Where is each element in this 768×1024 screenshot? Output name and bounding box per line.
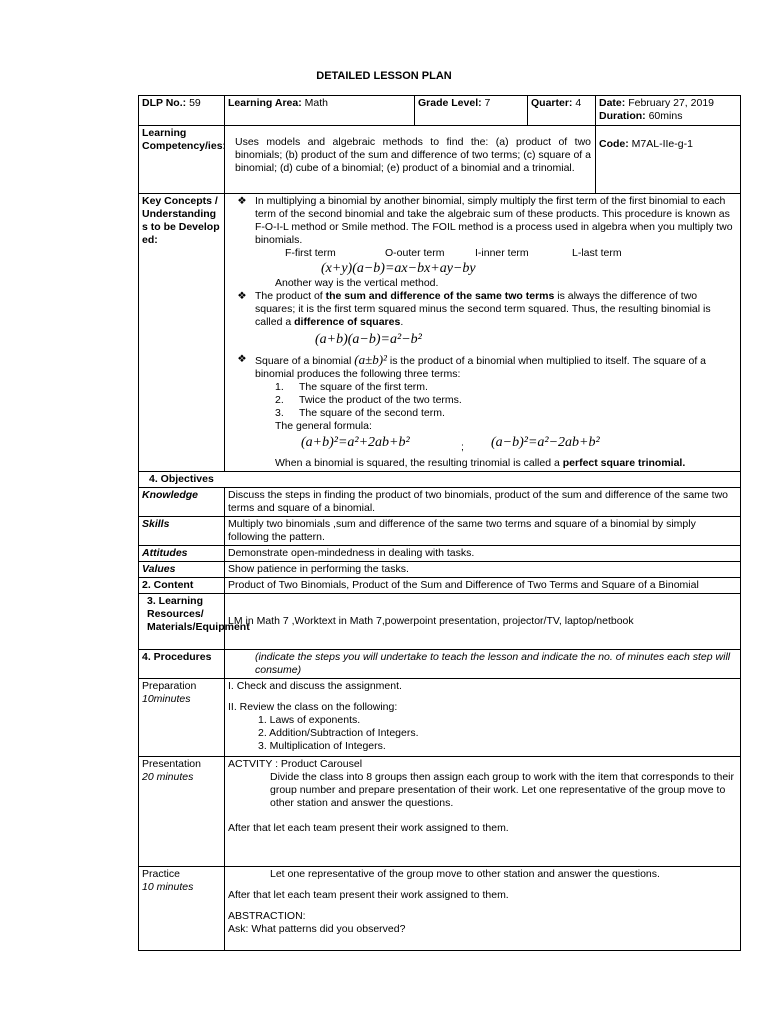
preparation-line2: II. Review the class on the following: bbox=[228, 701, 398, 713]
list-item: 3. The square of the second term. bbox=[275, 407, 445, 419]
foil-last: L-last term bbox=[572, 247, 622, 259]
resources-label: 3. Learning Resources/ Materials/Equipment bbox=[139, 594, 225, 650]
header-row bbox=[139, 96, 741, 126]
presentation-text: Divide the class into 8 groups then assign each group to work with the item that corresponds to their group number and prepare presentation of their work. Let one representative of the group move to other station and answer the questions. bbox=[270, 771, 734, 809]
date-label: Date: bbox=[599, 97, 626, 109]
concept-square-binomial bbox=[229, 353, 736, 381]
foil-outer: O-outer term bbox=[385, 247, 445, 259]
final-a: When a binomial is squared, the resulting trinomial is called a bbox=[275, 457, 563, 469]
objective-values-row bbox=[139, 562, 741, 578]
formula-sum-square: (a+b)²=a²+2ab+b² bbox=[301, 435, 410, 450]
procedures-label: 4. Procedures bbox=[139, 650, 225, 679]
objective-skills-row bbox=[139, 517, 741, 546]
dlp-cell bbox=[139, 96, 225, 126]
presentation-activity: ACTVITY : Product Carousel bbox=[228, 758, 363, 770]
foil-first: F-first term bbox=[285, 247, 336, 259]
p3-a: Square of a binomial bbox=[255, 355, 355, 367]
key-concepts-label: Key Concepts / Understandings to be Developed: bbox=[139, 194, 225, 472]
general-formulas bbox=[229, 433, 736, 457]
attitudes-text: Demonstrate open-mindedness in dealing with tasks. bbox=[225, 546, 741, 562]
practice-after: After that let each team present their work assigned to them. bbox=[228, 889, 509, 901]
three-terms-list bbox=[229, 381, 736, 433]
p2-b: the sum and difference of the same two terms bbox=[325, 290, 555, 302]
objectives-row bbox=[139, 472, 741, 488]
duration-value: 60mins bbox=[648, 110, 683, 122]
code-cell bbox=[596, 126, 741, 194]
content-label: 2. Content bbox=[139, 578, 225, 594]
presentation-label: Presentation bbox=[142, 758, 201, 770]
list-item: 3. Multiplication of Integers. bbox=[258, 740, 386, 752]
preparation-line1: I. Check and discuss the assignment. bbox=[228, 680, 402, 692]
presentation-label-cell bbox=[139, 757, 225, 867]
abstraction-label: ABSTRACTION: bbox=[228, 910, 306, 922]
formula-foil: (x+y)(a−b)=ax−bx+ay−by bbox=[321, 261, 476, 276]
knowledge-text: Discuss the steps in finding the product of two binomials, product of the sum and difference of the same two terms and square of a binomial. bbox=[225, 488, 741, 517]
objective-knowledge-row bbox=[139, 488, 741, 517]
competency-row bbox=[139, 126, 741, 194]
practice-label: Practice bbox=[142, 868, 180, 880]
values-label: Values bbox=[139, 562, 225, 578]
preparation-row bbox=[139, 679, 741, 757]
p2-d: difference of squares bbox=[294, 316, 401, 328]
content-text: Product of Two Binomials, Product of the Sum and Difference of Two Terms and Square of a Binomial bbox=[225, 578, 741, 594]
list-item: 2. Addition/Subtraction of Integers. bbox=[258, 727, 419, 739]
skills-label: Skills bbox=[139, 517, 225, 546]
presentation-cell bbox=[225, 757, 741, 867]
key-concepts-row bbox=[139, 194, 741, 472]
resources-row bbox=[139, 594, 741, 650]
content-row bbox=[139, 578, 741, 594]
concept-foil bbox=[229, 195, 736, 247]
lesson-plan-table bbox=[138, 95, 741, 951]
bullet-icon: ❖ bbox=[237, 195, 247, 207]
quarter-cell bbox=[528, 96, 596, 126]
duration-label: Duration: bbox=[599, 110, 646, 122]
review-list bbox=[228, 714, 737, 753]
practice-text: Let one representative of the group move to other station and answer the questions. bbox=[270, 868, 660, 880]
final-b: perfect square trinomial. bbox=[562, 457, 686, 469]
list-item: 2. Twice the product of the two terms. bbox=[275, 394, 462, 406]
grade-label: Grade Level: bbox=[418, 97, 482, 109]
area-cell bbox=[225, 96, 415, 126]
attitudes-label: Attitudes bbox=[139, 546, 225, 562]
key-concepts-cell bbox=[225, 194, 741, 472]
objective-attitudes-row bbox=[139, 546, 741, 562]
knowledge-label: Knowledge bbox=[139, 488, 225, 517]
presentation-row bbox=[139, 757, 741, 867]
abstraction-ask: Ask: What patterns did you observed? bbox=[228, 923, 406, 935]
competency-text: Uses models and algebraic methods to find the: (a) product of two binomials; (b) product of the sum and difference of two terms; (c) square of a binomial; (d) cube of a binomial; (e) product of a binomial and a trinomial. bbox=[225, 126, 596, 194]
formula-separator: ; bbox=[461, 441, 464, 453]
resources-text: LM in Math 7 ,Worktext in Math 7,powerpoint presentation, projector/TV, laptop/netbook bbox=[225, 594, 741, 650]
p3-b: is the product of a binomial when multiplied to itself. The square of a binomial produces the following three terms: bbox=[255, 355, 707, 380]
bullet-icon: ❖ bbox=[237, 353, 247, 365]
quarter-value: 4 bbox=[575, 97, 582, 109]
quarter-label: Quarter: bbox=[531, 97, 573, 109]
values-text: Show patience in performing the tasks. bbox=[225, 562, 741, 578]
objectives-label: 4. Objectives bbox=[139, 472, 741, 488]
dlp-value: 59 bbox=[189, 97, 201, 109]
practice-time: 10 minutes bbox=[142, 881, 194, 893]
foil-inner: I-inner term bbox=[475, 247, 529, 259]
general-formula-label: The general formula: bbox=[275, 420, 372, 432]
competency-label: Learning Competency/ies: bbox=[139, 126, 225, 194]
area-value: Math bbox=[304, 97, 328, 109]
practice-row bbox=[139, 867, 741, 951]
presentation-time: 20 minutes bbox=[142, 771, 194, 783]
grade-cell bbox=[415, 96, 528, 126]
skills-text: Multiply two binomials ,sum and difference of the same two terms and square of a binomial by simply following the pattern. bbox=[225, 517, 741, 546]
formula-diff-square: (a−b)²=a²−2ab+b² bbox=[491, 435, 600, 450]
concept-difference-squares bbox=[229, 290, 736, 329]
code-value: M7AL-IIe-g-1 bbox=[631, 138, 693, 150]
p3-formula: (a±b)² bbox=[354, 352, 387, 367]
date-cell bbox=[596, 96, 741, 126]
practice-label-cell bbox=[139, 867, 225, 951]
vertical-method: Another way is the vertical method. bbox=[275, 277, 439, 289]
preparation-cell bbox=[225, 679, 741, 757]
date-value: February 27, 2019 bbox=[628, 97, 714, 109]
dlp-label: DLP No.: bbox=[142, 97, 187, 109]
preparation-time: 10minutes bbox=[142, 693, 191, 705]
concept-foil-text: In multiplying a binomial by another binomial, simply multiply the first term of the first binomial to each term of the second binomial and take the algebraic sum of these products. This procedure is known as F-O-I-L method or Smile method. The FOIL method is a process used in algebra when you multiply two binomials. bbox=[255, 195, 733, 246]
formula-difference: (a+b)(a−b)=a²−b² bbox=[315, 332, 422, 347]
procedures-row bbox=[139, 650, 741, 679]
code-label: Code: bbox=[599, 138, 629, 150]
list-item: 1. Laws of exponents. bbox=[258, 714, 361, 726]
document-title: DETAILED LESSON PLAN bbox=[316, 70, 452, 82]
area-label: Learning Area: bbox=[228, 97, 302, 109]
preparation-label-cell bbox=[139, 679, 225, 757]
p2-e: . bbox=[400, 316, 404, 328]
p2-a: The product of bbox=[255, 290, 326, 302]
list-item: 1. The square of the first term. bbox=[275, 381, 428, 393]
presentation-after: After that let each team present their work assigned to them. bbox=[228, 822, 509, 834]
practice-cell bbox=[225, 867, 741, 951]
grade-value: 7 bbox=[484, 97, 491, 109]
procedures-note: (indicate the steps you will undertake to teach the lesson and indicate the no. of minutes each step will consume) bbox=[225, 650, 741, 679]
preparation-label: Preparation bbox=[142, 680, 197, 692]
bullet-icon: ❖ bbox=[237, 290, 247, 302]
foil-terms bbox=[229, 247, 736, 260]
final-statement bbox=[229, 457, 736, 470]
p2-c: is always the difference of two squares; it is the first term squared minus the second term squared. Thus, the resulting binomial is called a bbox=[255, 290, 711, 328]
